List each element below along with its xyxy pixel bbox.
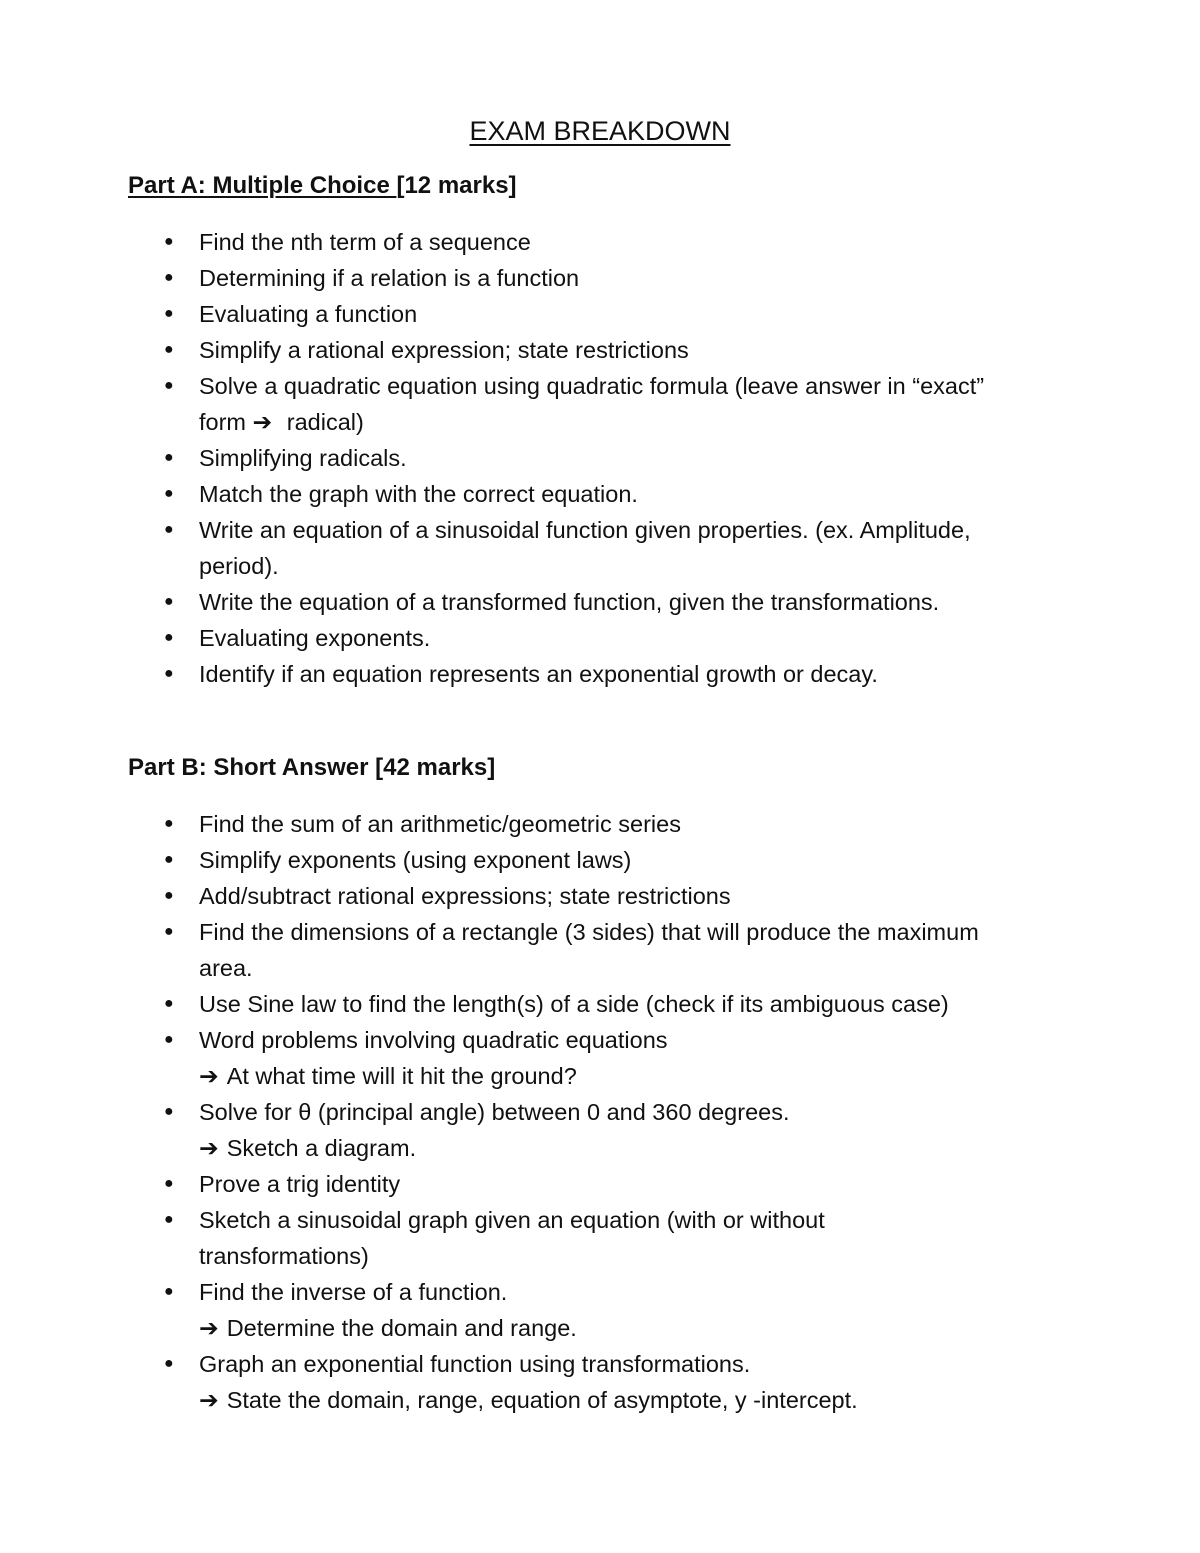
list-item-continuation: [199, 404, 1060, 440]
arrow-right-icon: ➔: [252, 409, 273, 435]
list-item: [0, 260, 1200, 296]
bullet-icon: ●: [164, 233, 174, 250]
part-b-list: [0, 806, 1200, 1418]
list-item: [0, 1346, 1200, 1418]
sub-point: [199, 1130, 1060, 1166]
list-item-text: Write the equation of a transformed function, given the transformations.: [199, 589, 940, 615]
bullet-icon: ●: [164, 269, 174, 286]
list-item-text: Simplifying radicals.: [199, 445, 407, 471]
list-item: [0, 914, 1200, 986]
bullet-icon: ●: [164, 521, 174, 538]
arrow-right-icon: ➔: [199, 1063, 219, 1089]
list-item: [0, 1274, 1200, 1346]
list-item-text: Simplify a rational expression; state restrictions: [199, 337, 689, 363]
part-a-heading-marks: [12 marks]: [396, 172, 517, 199]
bullet-icon: ●: [164, 593, 174, 610]
bullet-icon: ●: [164, 629, 174, 646]
sub-point: [199, 1058, 1060, 1094]
bullet-icon: ●: [164, 1283, 174, 1300]
arrow-right-icon: ➔: [199, 1135, 219, 1161]
list-item-text: Sketch a sinusoidal graph given an equation (with or without: [199, 1207, 825, 1233]
bullet-icon: ●: [164, 1355, 174, 1372]
bullet-icon: ●: [164, 377, 174, 394]
list-item-text: Evaluating exponents.: [199, 625, 431, 651]
list-item-text: Word problems involving quadratic equations: [199, 1027, 668, 1053]
list-item: [0, 332, 1200, 368]
list-item: [0, 1202, 1200, 1274]
continuation-text: form: [199, 409, 253, 435]
sub-point: [199, 1310, 1060, 1346]
bullet-icon: ●: [164, 923, 174, 940]
sub-point: [199, 1382, 1060, 1418]
bullet-icon: ●: [164, 815, 174, 832]
list-item-text: Find the nth term of a sequence: [199, 229, 531, 255]
list-item-text: Use Sine law to find the length(s) of a side (check if its ambiguous case): [199, 991, 949, 1017]
part-a-heading-underlined: Part A: Multiple Choice: [128, 172, 397, 199]
bullet-icon: ●: [164, 1175, 174, 1192]
list-item-text: Add/subtract rational expressions; state restrictions: [199, 883, 731, 909]
bullet-icon: ●: [164, 485, 174, 502]
list-item: [0, 986, 1200, 1022]
list-item-text: Find the inverse of a function.: [199, 1279, 508, 1305]
list-item-text: Prove a trig identity: [199, 1171, 401, 1197]
sub-point-text: State the domain, range, equation of asymptote, y -intercept.: [226, 1387, 858, 1413]
list-item-text: Solve for θ (principal angle) between 0 and 360 degrees.: [199, 1099, 790, 1125]
list-item: [0, 224, 1200, 260]
list-item: [0, 1094, 1200, 1166]
list-item-text: Evaluating a function: [199, 301, 418, 327]
list-item-text: Identify if an equation represents an exponential growth or decay.: [199, 661, 878, 687]
bullet-icon: ●: [164, 887, 174, 904]
part-a-heading: [128, 172, 517, 200]
part-b-heading: Part B: Short Answer [42 marks]: [128, 754, 496, 781]
arrow-right-icon: ➔: [199, 1387, 219, 1413]
sub-point-text: At what time will it hit the ground?: [226, 1063, 577, 1089]
list-item: [0, 512, 1200, 584]
list-item-continuation: period).: [199, 553, 279, 579]
bullet-icon: ●: [164, 1211, 174, 1228]
bullet-icon: ●: [164, 1103, 174, 1120]
sub-point-text: Sketch a diagram.: [226, 1135, 417, 1161]
bullet-icon: ●: [164, 995, 174, 1012]
bullet-icon: ●: [164, 851, 174, 868]
list-item: [0, 1166, 1200, 1202]
list-item: [0, 1022, 1200, 1094]
list-item: [0, 878, 1200, 914]
part-a-list: [0, 224, 1200, 692]
list-item-continuation: transformations): [199, 1243, 369, 1269]
list-item: [0, 476, 1200, 512]
page-title: EXAM BREAKDOWN: [469, 116, 731, 146]
continuation-text: radical): [280, 409, 364, 435]
bullet-icon: ●: [164, 449, 174, 466]
list-item-text: Match the graph with the correct equation.: [199, 481, 638, 507]
list-item-text: Graph an exponential function using transformations.: [199, 1351, 751, 1377]
list-item-text: Simplify exponents (using exponent laws): [199, 847, 632, 873]
list-item-text: Determining if a relation is a function: [199, 265, 580, 291]
list-item: [0, 620, 1200, 656]
list-item: [0, 842, 1200, 878]
list-item-continuation: area.: [199, 955, 253, 981]
bullet-icon: ●: [164, 305, 174, 322]
list-item-text: Solve a quadratic equation using quadratic formula (leave answer in “exact”: [199, 373, 985, 399]
list-item: [0, 440, 1200, 476]
list-item: [0, 584, 1200, 620]
sub-point-text: Determine the domain and range.: [226, 1315, 577, 1341]
list-item: [0, 656, 1200, 692]
list-item-text: Find the dimensions of a rectangle (3 sides) that will produce the maximum: [199, 919, 979, 945]
bullet-icon: ●: [164, 1031, 174, 1048]
list-item: [0, 806, 1200, 842]
list-item: [0, 296, 1200, 332]
arrow-right-icon: ➔: [199, 1315, 219, 1341]
bullet-icon: ●: [164, 341, 174, 358]
list-item-text: Write an equation of a sinusoidal function given properties. (ex. Amplitude,: [199, 517, 971, 543]
bullet-icon: ●: [164, 665, 174, 682]
list-item: [0, 368, 1200, 440]
list-item-text: Find the sum of an arithmetic/geometric series: [199, 811, 681, 837]
